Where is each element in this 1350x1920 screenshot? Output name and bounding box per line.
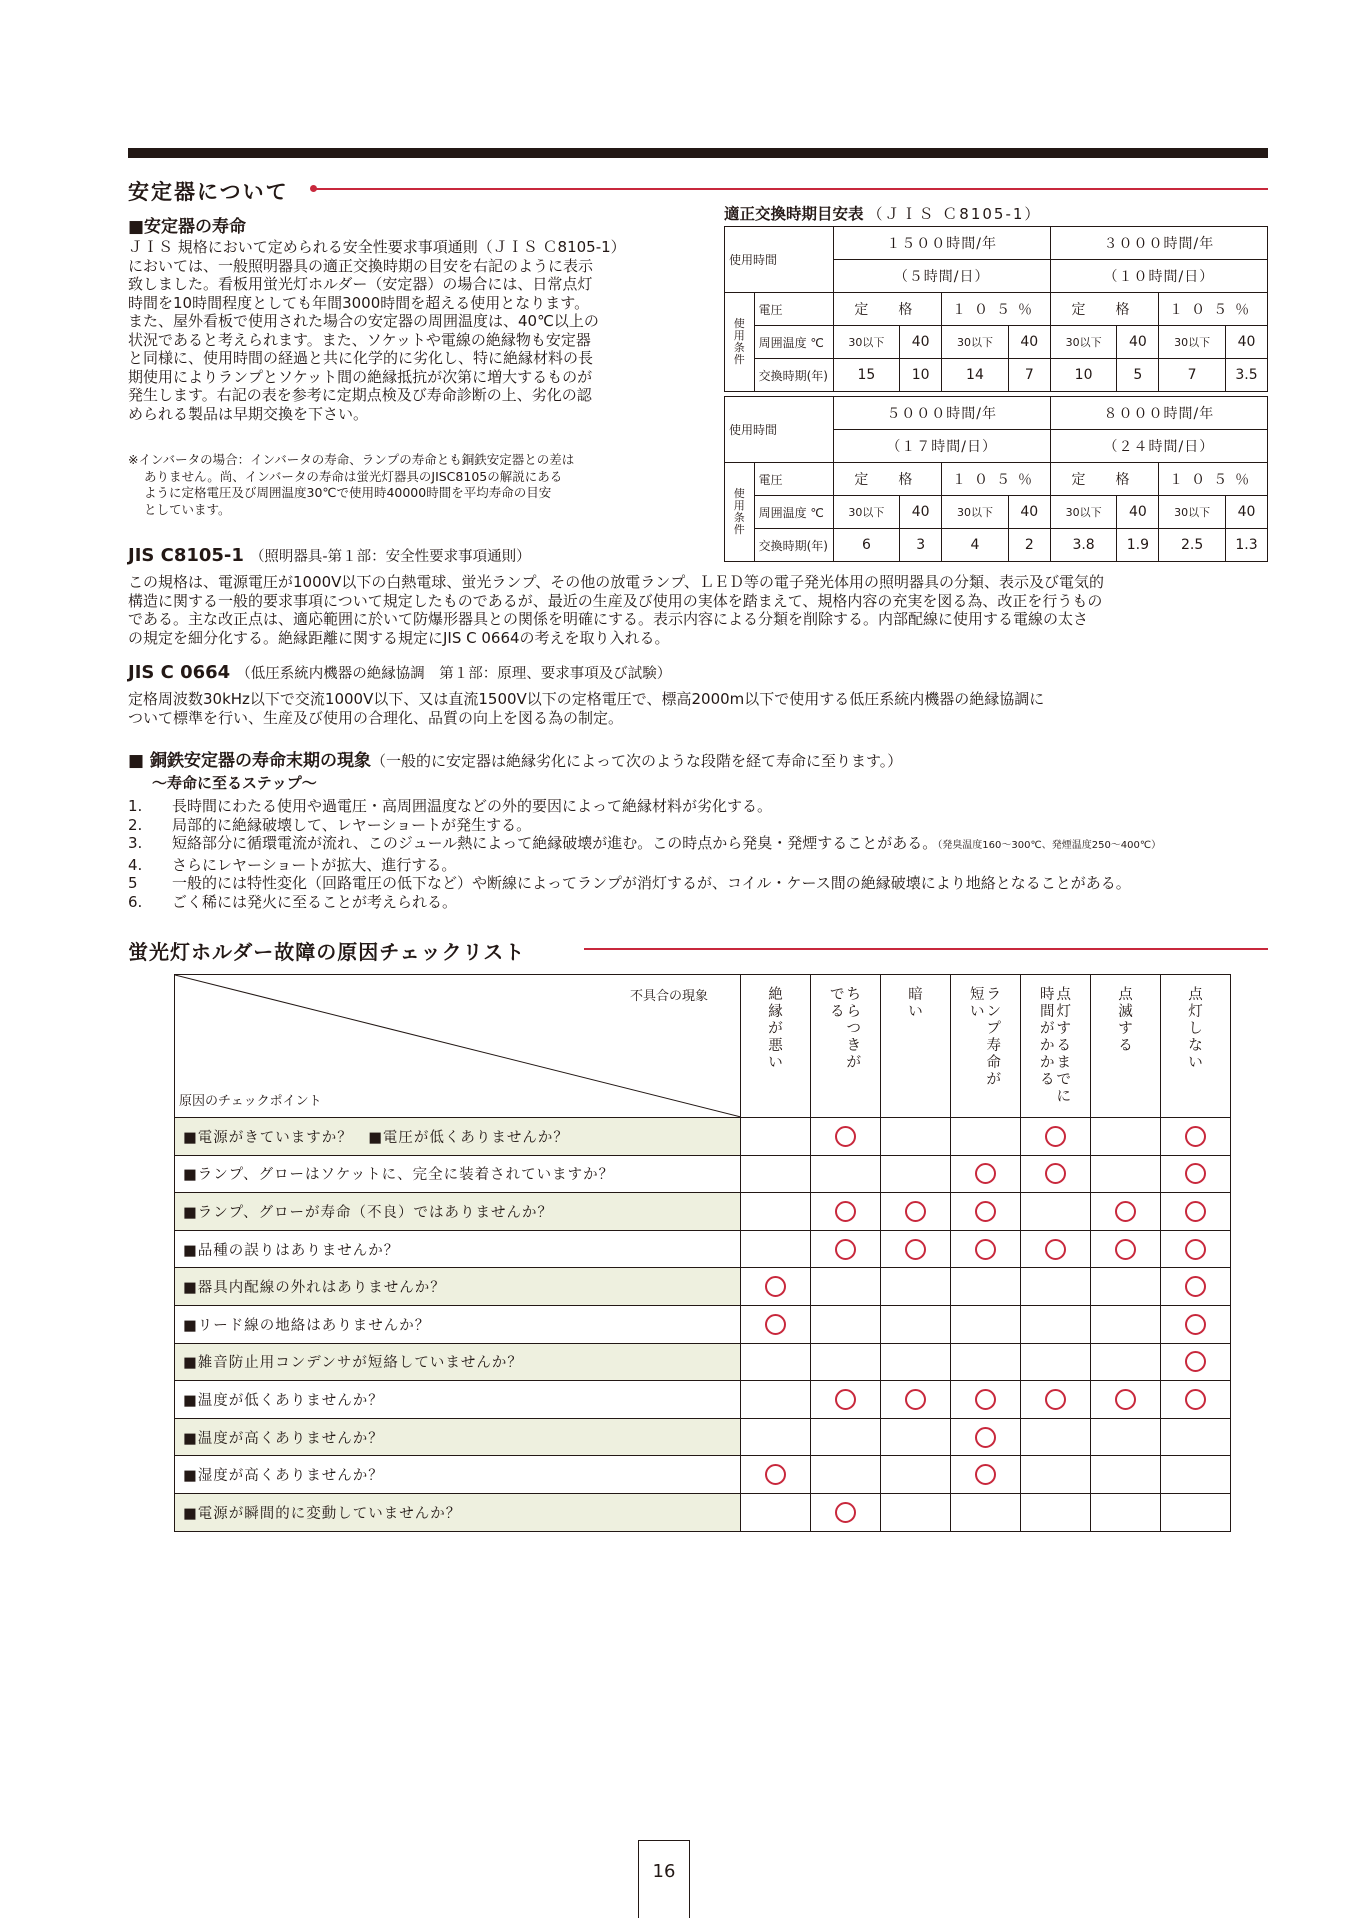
symptom-column-header: 点 滅 す る <box>1091 975 1161 1118</box>
checkpoint-label: ■雑音防止用コンデンサが短絡していませんか？ <box>175 1343 741 1381</box>
mark-cell <box>1021 1305 1091 1343</box>
mark-cell <box>1091 1230 1161 1268</box>
mark-cell <box>1021 1343 1091 1381</box>
temp-40: 40 <box>1008 326 1050 359</box>
text-line: この規格は、電源電圧が1000V以下の白熱電球、蛍光ランプ、その他の放電ランプ、ＬＥＤ等の電子発光体用の照明器具の分類、表示及び電気的 <box>128 573 1105 591</box>
mark-cell <box>741 1155 811 1193</box>
table-row <box>175 1493 1231 1531</box>
circle-mark-icon <box>1185 1126 1206 1147</box>
circle-mark-icon <box>1185 1201 1206 1222</box>
mark-cell <box>1091 1493 1161 1531</box>
voltage-105: １０５％ <box>942 463 1051 496</box>
title-rule <box>316 188 1268 190</box>
table-row <box>175 1418 1231 1456</box>
text-line: 致しました。看板用蛍光灯ホルダー（安定器）の場合には、日常点灯 <box>128 275 593 293</box>
text-line: また、屋外看板で使用された場合の安定器の周囲温度は、40℃以上の <box>128 312 599 330</box>
mark-cell <box>1161 1456 1231 1494</box>
temp-40: 40 <box>1008 496 1050 529</box>
usage-condition-label: 使 用 条 件 <box>725 293 755 392</box>
mark-cell <box>881 1381 951 1419</box>
checkpoint-label: ■温度が高くありませんか？ <box>175 1418 741 1456</box>
exchange-years: 6 <box>833 529 900 562</box>
mark-cell <box>1161 1268 1231 1306</box>
mark-cell <box>1161 1305 1231 1343</box>
temp-30: 30以下 <box>1050 496 1117 529</box>
circle-mark-icon <box>1185 1163 1206 1184</box>
text-line: ついて標準を行い、生産及び使用の合理化、品質の向上を図る為の制定。 <box>128 708 624 727</box>
jis-c8105-heading: JIS C8105-1 （照明器具-第１部：安全性要求事項通則） <box>128 545 531 566</box>
mark-cell <box>951 1305 1021 1343</box>
checklist-table <box>174 974 1231 1532</box>
page-number: 16 <box>638 1840 690 1918</box>
text-line: としています。 <box>144 501 231 517</box>
text-line: の規定を細分化する。絶縁距離に関する規定にJIS C 0664の考えを取り入れる。 <box>128 628 670 647</box>
rated-voltage: 定 格 <box>833 293 942 326</box>
mark-cell <box>951 1268 1021 1306</box>
voltage-label: 電圧 <box>754 463 833 496</box>
steps-list <box>128 797 1161 911</box>
mark-cell <box>811 1343 881 1381</box>
text-line: である。主な改正点は、適応範囲に於いて防爆形器具との関係を明確にする。表示内容による分類を削除する。内部配線に使用する電線の太さ <box>128 610 1089 628</box>
step-item: 3. 短絡部分に循環電流が流れ、このジュール熱によって絶縁破壊が進む。この時点から発臭・発煙することがある。（発臭温度160～300℃、発煙温度250～400℃） <box>128 834 1162 852</box>
temp-30: 30以下 <box>1159 496 1226 529</box>
circle-mark-icon <box>975 1389 996 1410</box>
checkpoint-label: ■品種の誤りはありませんか？ <box>175 1230 741 1268</box>
mark-cell <box>1021 1268 1091 1306</box>
text-line: められる製品は早期交換を下さい。 <box>128 404 369 423</box>
table-row <box>175 1343 1231 1381</box>
exchange-years: 2.5 <box>1159 529 1226 562</box>
mark-cell <box>881 1493 951 1531</box>
circle-mark-icon <box>975 1201 996 1222</box>
circle-mark-icon <box>1185 1276 1206 1297</box>
checkpoint-label: ■器具内配線の外れはありませんか？ <box>175 1268 741 1306</box>
circle-mark-icon <box>975 1163 996 1184</box>
temp-30: 30以下 <box>833 496 900 529</box>
mark-cell <box>881 1118 951 1156</box>
usage-time-label: 使用時間 <box>725 227 834 293</box>
step-item: 1. 長時間にわたる使用や過電圧・高周囲温度などの外的要因によって絶縁材料が劣化する。 <box>128 797 773 815</box>
mark-cell <box>951 1118 1021 1156</box>
mark-cell <box>1091 1268 1161 1306</box>
mark-cell <box>951 1193 1021 1231</box>
text-line: においては、一般照明器具の適正交換時期の目安を右記のように表示 <box>128 256 594 275</box>
temp-40: 40 <box>1225 496 1267 529</box>
text-line: 状況であると考えられます。また、ソケットや電線の絶縁物も安定器 <box>128 330 591 349</box>
hours-per-day: （５時間/日） <box>833 260 1050 293</box>
checkpoint-label: ■ランプ、グローはソケットに、完全に装着されていますか？ <box>175 1155 741 1193</box>
mark-cell <box>1091 1193 1161 1231</box>
circle-mark-icon <box>835 1126 856 1147</box>
mark-cell <box>1021 1493 1091 1531</box>
mark-cell <box>881 1193 951 1231</box>
hours-per-year: ５０００時間/年 <box>833 397 1050 430</box>
mark-cell <box>881 1268 951 1306</box>
exchange-label: 交換時期(年) <box>754 529 833 562</box>
life-paragraph <box>128 238 688 423</box>
mark-cell <box>951 1343 1021 1381</box>
mark-cell <box>881 1456 951 1494</box>
mark-cell <box>741 1230 811 1268</box>
circle-mark-icon <box>1185 1239 1206 1260</box>
text-line: ※インバータの場合：インバータの寿命、ランプの寿命とも銅鉄安定器との差は <box>128 452 575 467</box>
mark-cell <box>1161 1230 1231 1268</box>
text-line: ＪＩＳ 規格において定められる安全性要求事項通則（ＪＩＳ Ｃ8105-1） <box>128 238 626 256</box>
life-table-block <box>724 396 1268 562</box>
checklist-header-corner <box>175 975 741 1118</box>
mark-cell <box>811 1193 881 1231</box>
text-line: ように定格電圧及び周囲温度30℃で使用時40000時間を平均寿命の目安 <box>144 485 552 500</box>
mark-cell <box>1161 1418 1231 1456</box>
mark-cell <box>1091 1418 1161 1456</box>
mark-cell <box>1021 1193 1091 1231</box>
mark-cell <box>881 1418 951 1456</box>
temp-30: 30以下 <box>942 326 1009 359</box>
mark-cell <box>1161 1155 1231 1193</box>
exchange-years: 7 <box>1159 359 1226 392</box>
life-table-title: 適正交換時期目安表 （ＪＩＳ Ｃ8105-1） <box>724 205 1042 223</box>
mark-cell <box>741 1118 811 1156</box>
section-title: 安定器について <box>128 180 289 204</box>
text-line: 定格周波数30kHz以下で交流1000V以下、又は直流1500V以下の定格電圧で、標高2000m以下で使用する低圧系統内機器の絶縁協調に <box>128 690 1045 708</box>
checkpoint-label: ■電源が瞬間的に変動していませんか？ <box>175 1493 741 1531</box>
mark-cell <box>811 1118 881 1156</box>
temp-40: 40 <box>1225 326 1267 359</box>
mark-cell <box>881 1230 951 1268</box>
mark-cell <box>1021 1456 1091 1494</box>
voltage-105: １０５％ <box>1159 463 1268 496</box>
temp-40: 40 <box>900 496 942 529</box>
circle-mark-icon <box>1115 1389 1136 1410</box>
voltage-label: 電圧 <box>754 293 833 326</box>
mark-cell <box>1091 1381 1161 1419</box>
mark-cell <box>951 1230 1021 1268</box>
mark-cell <box>811 1456 881 1494</box>
mark-cell <box>881 1155 951 1193</box>
exchange-years: 3.5 <box>1225 359 1267 392</box>
mark-cell <box>951 1493 1021 1531</box>
mark-cell <box>1161 1118 1231 1156</box>
mark-cell <box>741 1343 811 1381</box>
table-row <box>175 1268 1231 1306</box>
symptom-column-header: 暗 い <box>881 975 951 1118</box>
life-heading: ■安定器の寿命 <box>128 217 247 237</box>
hours-per-day: （１０時間/日） <box>1050 260 1267 293</box>
text-line: 期使用によりランプとソケット間の絶縁抵抗が次第に増大するものが <box>128 367 593 386</box>
text-line: 発生します。右記の表を参考に定期点検及び寿命診断の上、劣化の認 <box>128 386 592 404</box>
mark-cell <box>1161 1193 1231 1231</box>
mark-cell <box>951 1381 1021 1419</box>
hours-per-day: （１７時間/日） <box>833 430 1050 463</box>
checkpoint-label: ■電源がきていますか？ ■電圧が低くありませんか？ <box>175 1118 741 1156</box>
text-line: 構造に関する一般的要求事項について規定したものであるが、最近の生産及び使用の実体を踏まえて、規格内容の充実を図る為、改正を行うもの <box>128 591 1103 610</box>
mark-cell <box>1091 1155 1161 1193</box>
circle-mark-icon <box>905 1239 926 1260</box>
mark-cell <box>1091 1456 1161 1494</box>
symptom-column-header: 点 灯 し な い <box>1161 975 1231 1118</box>
table-row <box>175 1230 1231 1268</box>
hours-per-day: （２４時間/日） <box>1050 430 1267 463</box>
temp-30: 30以下 <box>1050 326 1117 359</box>
inverter-note <box>128 452 688 518</box>
circle-mark-icon <box>1115 1239 1136 1260</box>
mark-cell <box>1021 1381 1091 1419</box>
text-line: ありません。尚、インバータの寿命は蛍光灯器具のJISC8105の解説にある <box>144 468 563 484</box>
mark-cell <box>741 1493 811 1531</box>
text-line: と同様に、使用時間の経過と共に化学的に劣化し、特に絶縁材料の長 <box>128 349 594 367</box>
exchange-label: 交換時期(年) <box>754 359 833 392</box>
circle-mark-icon <box>765 1276 786 1297</box>
step-item: 2. 局部的に絶縁破壊して、レヤーショートが発生する。 <box>128 815 532 834</box>
mark-cell <box>741 1193 811 1231</box>
temp-40: 40 <box>900 326 942 359</box>
circle-mark-icon <box>975 1464 996 1485</box>
mark-cell <box>1161 1493 1231 1531</box>
mark-cell <box>811 1268 881 1306</box>
mark-cell <box>1091 1118 1161 1156</box>
mark-cell <box>741 1305 811 1343</box>
mark-cell <box>1091 1343 1161 1381</box>
temp-30: 30以下 <box>833 326 900 359</box>
step-item: 6. ごく稀には発火に至ることが考えられる。 <box>128 892 458 911</box>
rated-voltage: 定 格 <box>1050 293 1159 326</box>
step-item: 4. さらにレヤーショートが拡大、進行する。 <box>128 855 457 874</box>
mark-cell <box>1021 1418 1091 1456</box>
phenomenon-label: 不具合の現象 <box>629 989 708 1004</box>
circle-mark-icon <box>835 1239 856 1260</box>
mark-cell <box>1091 1305 1161 1343</box>
circle-mark-icon <box>905 1389 926 1410</box>
table-row <box>175 1193 1231 1231</box>
circle-mark-icon <box>835 1201 856 1222</box>
mark-cell <box>741 1456 811 1494</box>
mark-cell <box>811 1381 881 1419</box>
mark-cell <box>1021 1155 1091 1193</box>
usage-time-label: 使用時間 <box>725 397 834 463</box>
rated-voltage: 定 格 <box>1050 463 1159 496</box>
step-item: 5 一般的には特性変化（回路電圧の低下など）や断線によってランプが消灯するが、コイル・ケース間の絶縁破壊により地絡となることがある。 <box>128 874 1131 892</box>
circle-mark-icon <box>835 1389 856 1410</box>
circle-mark-icon <box>1115 1201 1136 1222</box>
checklist-title: 蛍光灯ホルダー故障の原因チェックリスト <box>128 940 526 964</box>
temp-30: 30以下 <box>1159 326 1226 359</box>
exchange-years: 15 <box>833 359 900 392</box>
checklist-title-rule <box>584 948 1268 950</box>
temp-40: 40 <box>1117 326 1159 359</box>
circle-mark-icon <box>1185 1314 1206 1335</box>
exchange-years: 4 <box>942 529 1009 562</box>
mark-cell <box>1161 1381 1231 1419</box>
mark-cell <box>811 1493 881 1531</box>
circle-mark-icon <box>975 1427 996 1448</box>
table-row <box>175 1305 1231 1343</box>
mark-cell <box>1021 1118 1091 1156</box>
checkpoint-label: ■リード線の地絡はありませんか？ <box>175 1305 741 1343</box>
checkpoint-label: ■ランプ、グローが寿命（不良）ではありませんか？ <box>175 1193 741 1231</box>
mark-cell <box>741 1381 811 1419</box>
circle-mark-icon <box>1045 1239 1066 1260</box>
table-row <box>175 1456 1231 1494</box>
circle-mark-icon <box>1045 1126 1066 1147</box>
mark-cell <box>811 1418 881 1456</box>
checkpoint-label: ■湿度が高くありませんか？ <box>175 1456 741 1494</box>
rated-voltage: 定 格 <box>833 463 942 496</box>
exchange-years: 5 <box>1117 359 1159 392</box>
mark-cell <box>951 1456 1021 1494</box>
exchange-years: 2 <box>1008 529 1050 562</box>
usage-condition-label: 使 用 条 件 <box>725 463 755 562</box>
temp-label: 周囲温度 ℃ <box>754 496 833 529</box>
top-rule <box>128 148 1268 158</box>
exchange-years: 3.8 <box>1050 529 1117 562</box>
mark-cell <box>811 1230 881 1268</box>
eol-heading: ■ 銅鉄安定器の寿命末期の現象（一般的に安定器は絶縁劣化によって次のような段階を経て寿命に至ります。） <box>128 751 903 771</box>
circle-mark-icon <box>765 1314 786 1335</box>
symptom-column-header: ち ら つ き が で る <box>811 975 881 1118</box>
table-row <box>175 1155 1231 1193</box>
exchange-years: 1.3 <box>1225 529 1267 562</box>
circle-mark-icon <box>835 1502 856 1523</box>
exchange-years: 14 <box>942 359 1009 392</box>
mark-cell <box>741 1418 811 1456</box>
mark-cell <box>811 1155 881 1193</box>
checkpoint-label: ■温度が低くありませんか？ <box>175 1381 741 1419</box>
jis-c0664-paragraph <box>128 690 1268 727</box>
jis-c8105-paragraph <box>128 573 1268 647</box>
exchange-years: 10 <box>1050 359 1117 392</box>
symptom-column-header: 点 灯 す る ま で に 時 間 が か か る <box>1021 975 1091 1118</box>
circle-mark-icon <box>1185 1351 1206 1372</box>
symptom-column-header: 絶 縁 が 悪 い <box>741 975 811 1118</box>
hours-per-year: ８０００時間/年 <box>1050 397 1267 430</box>
text-line: 時間を10時間程度としても年間3000時間を超える使用となります。 <box>128 293 590 312</box>
mark-cell <box>1161 1343 1231 1381</box>
temp-label: 周囲温度 ℃ <box>754 326 833 359</box>
mark-cell <box>881 1343 951 1381</box>
circle-mark-icon <box>905 1201 926 1222</box>
circle-mark-icon <box>1045 1163 1066 1184</box>
circle-mark-icon <box>1185 1389 1206 1410</box>
exchange-years: 10 <box>900 359 942 392</box>
mark-cell <box>811 1305 881 1343</box>
title-rule-dot <box>310 185 317 192</box>
mark-cell <box>1021 1230 1091 1268</box>
cause-label: 原因のチェックポイント <box>179 1094 322 1109</box>
life-table-block <box>724 226 1268 392</box>
jis-c0664-heading: JIS C 0664 （低圧系統内機器の絶縁協調 第１部：原理、要求事項及び試験） <box>128 662 672 683</box>
exchange-years: 7 <box>1008 359 1050 392</box>
temp-30: 30以下 <box>942 496 1009 529</box>
circle-mark-icon <box>765 1464 786 1485</box>
hours-per-year: １５００時間/年 <box>833 227 1050 260</box>
mark-cell <box>741 1268 811 1306</box>
exchange-years: 3 <box>900 529 942 562</box>
exchange-years: 1.9 <box>1117 529 1159 562</box>
circle-mark-icon <box>975 1239 996 1260</box>
mark-cell <box>881 1305 951 1343</box>
mark-cell <box>951 1155 1021 1193</box>
steps-heading: ～寿命に至るステップ～ <box>152 774 317 792</box>
temp-40: 40 <box>1117 496 1159 529</box>
voltage-105: １０５％ <box>942 293 1051 326</box>
hours-per-year: ３０００時間/年 <box>1050 227 1267 260</box>
voltage-105: １０５％ <box>1159 293 1268 326</box>
circle-mark-icon <box>1045 1389 1066 1410</box>
symptom-column-header: ラ ン プ 寿 命 が 短 い <box>951 975 1021 1118</box>
table-row <box>175 1381 1231 1419</box>
table-row <box>175 1118 1231 1156</box>
mark-cell <box>951 1418 1021 1456</box>
